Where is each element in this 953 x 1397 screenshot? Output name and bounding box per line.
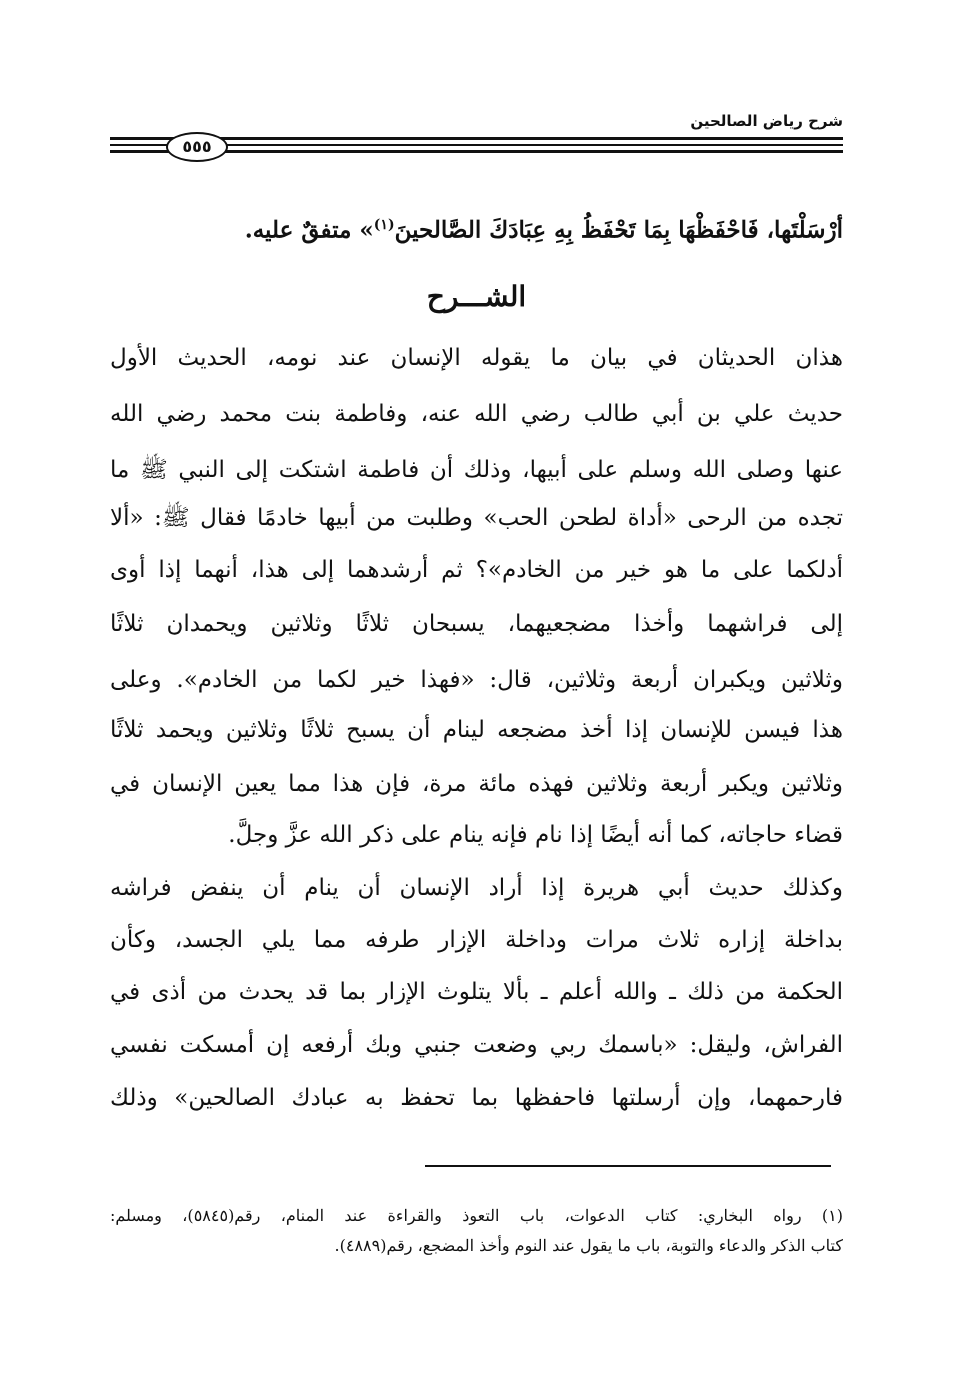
opening-hadith-tail: » متفقٌ عليه. xyxy=(244,216,374,244)
opening-hadith-line xyxy=(110,205,843,245)
body-line: وثلاثين ويكبران أربعة وثلاثين، قال: «فهذا خير لكما من الخادم». وعلى xyxy=(110,667,843,693)
page-number: ٥٥٥ xyxy=(166,132,228,162)
body-line: تجده من الرحى «أداة لطحن الحب» وطلبت من أبيها خادمًا فقال ﷺ: «ألا xyxy=(110,505,843,531)
footnote-line: كتاب الذكر والدعاء والتوبة، باب ما يقول عند النوم وأخذ المضجع، رقم(٤٨٨٩). xyxy=(334,1236,843,1255)
body-line: وثلاثين ويكبر أربعة وثلاثين فهذه مائة مرة، فإن هذا مما يعين الإنسان في xyxy=(110,771,843,797)
footnote-separator xyxy=(425,1165,831,1167)
body-line: إلى فراشهما وأخذا مضجعيهما، يسبحان ثلاثًا وثلاثين ويحمدان ثلاثًا xyxy=(110,611,843,637)
body-line: حديث علي بن أبي طالب رضي الله عنه، وفاطمة بنت محمد رضي الله xyxy=(110,401,843,427)
body-line: الحكمة من ذلك ـ والله أعلم ـ بألا يتلوث الإزار بما قد يحدث من أذى في xyxy=(110,979,843,1005)
body-line: فارحمهما، وإن أرسلتها فاحفظها بما تحفظ به عبادك الصالحين» وذلك xyxy=(110,1085,843,1111)
body-line: وكذلك حديث أبي هريرة إذا أراد الإنسان أن ينام أن ينفض فراشه xyxy=(110,875,843,901)
body-line: عنها وصلى الله وسلم على أبيها، وذلك أن فاطمة اشتكت إلى النبي ﷺ ما xyxy=(110,457,843,483)
body-line: قضاء حاجاته، كما أنه أيضًا إذا نام فإنه ينام على ذكر الله عزَّ وجلَّ. xyxy=(228,822,843,848)
body-line: هذا فيسن للإنسان إذا أخذ مضجعه لينام أن يسبح ثلاثًا وثلاثين ويحمد ثلاثًا xyxy=(110,717,843,743)
body-line: أدلكما على ما هو خير من الخادم»؟ ثم أرشدهما إلى هذا، أنهما إذا أوى xyxy=(110,557,843,583)
footnote-reference: (١) xyxy=(373,217,395,233)
body-line: هذان الحديثان في بيان ما يقوله الإنسان عند نومه، الحديث الأول xyxy=(110,345,843,371)
opening-hadith-text: أرْسَلْتَها، فَاحْفَظْهَا بِمَا تَحْفَظُ بِهِ عِبَادَكَ الصَّالحينَ xyxy=(394,216,843,244)
body-line: بداخلة إزاره ثلاث مرات وداخلة الإزار طرفه مما يلي الجسد، وكأن xyxy=(110,927,843,953)
body-line: الفراش، وليقل: «باسمك ربي وضعت جنبي وبك أرفعه إن أمسكت نفسي xyxy=(110,1032,843,1058)
footnote-line: (١) رواه البخاري: كتاب الدعوات، باب التعوذ والقراءة عند المنام، رقم(٥٨٤٥)، ومسلم: xyxy=(110,1206,844,1225)
section-heading: الشـــرح xyxy=(426,280,527,313)
running-title: شرح رياض الصالحين xyxy=(690,112,843,130)
